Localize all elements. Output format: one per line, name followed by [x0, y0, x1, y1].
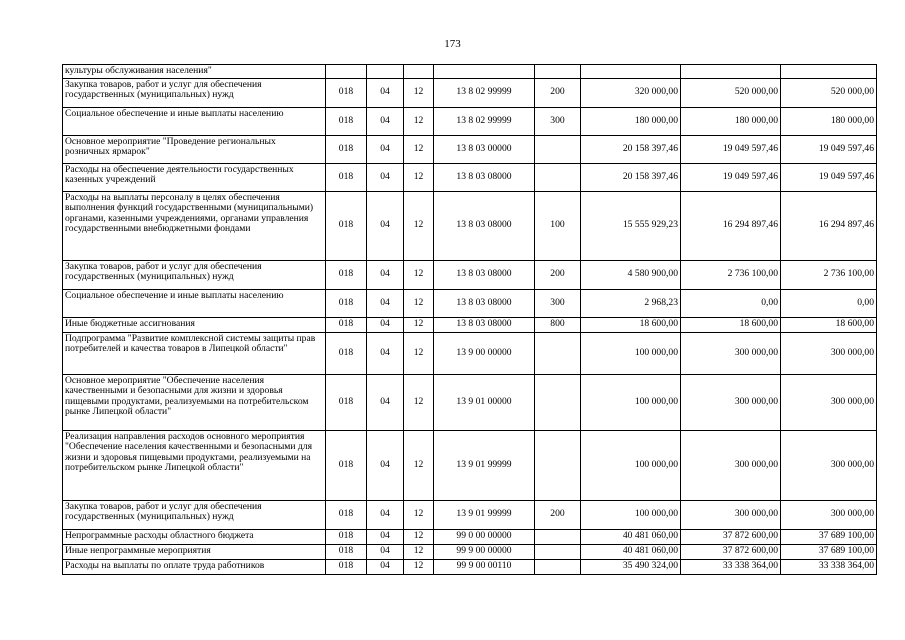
ministry-code-cell: 018: [326, 559, 367, 574]
amount-year-3-cell: 33 338 364,00: [781, 559, 877, 574]
table-row: [63, 163, 877, 191]
subsection-code-cell: 12: [404, 191, 434, 260]
target-article-cell: 13 8 03 08000: [434, 289, 535, 317]
budget-table-body: [63, 65, 877, 575]
expense-type-cell: [535, 529, 581, 544]
amount-year-1-cell: 100 000,00: [581, 374, 681, 430]
section-code-cell: 04: [367, 430, 404, 500]
amount-year-3-cell: 19 049 597,46: [781, 135, 877, 163]
amount-year-2-cell: 300 000,00: [681, 374, 781, 430]
expense-type-cell: [535, 65, 581, 79]
section-code-cell: 04: [367, 332, 404, 374]
subsection-code-cell: 12: [404, 430, 434, 500]
amount-year-2-cell: 300 000,00: [681, 500, 781, 529]
expense-type-cell: [535, 544, 581, 559]
amount-year-2-cell: 19 049 597,46: [681, 163, 781, 191]
expense-type-cell: [535, 135, 581, 163]
row-name-cell: Закупка товаров, работ и услуг для обеспечения государственных (муниципальных) нужд: [63, 260, 326, 289]
subsection-code-cell: 12: [404, 163, 434, 191]
table-row: [63, 559, 877, 574]
row-name-cell: Непрограммные расходы областного бюджета: [63, 529, 326, 544]
amount-year-3-cell: 16 294 897,46: [781, 191, 877, 260]
ministry-code-cell: 018: [326, 529, 367, 544]
row-name-cell: Иные бюджетные ассигнования: [63, 317, 326, 332]
amount-year-2-cell: 0,00: [681, 289, 781, 317]
section-code-cell: [367, 65, 404, 79]
subsection-code-cell: 12: [404, 78, 434, 107]
amount-year-3-cell: 300 000,00: [781, 500, 877, 529]
row-name-cell: Подпрограмма "Развитие комплексной системы защиты прав потребителей и качества товаров в Липецкой области": [63, 332, 326, 374]
expense-type-cell: 300: [535, 289, 581, 317]
subsection-code-cell: 12: [404, 317, 434, 332]
target-article-cell: 13 8 03 08000: [434, 163, 535, 191]
row-name-cell: Расходы на выплаты персоналу в целях обеспечения выполнения функций государственными (муниципальными) органами, казенными учреждениями, органами управления государственными внебюджетными фондами: [63, 191, 326, 260]
amount-year-1-cell: 180 000,00: [581, 107, 681, 135]
ministry-code-cell: 018: [326, 332, 367, 374]
row-name-cell: культуры обслуживания населения": [63, 65, 326, 79]
expense-type-cell: [535, 430, 581, 500]
amount-year-3-cell: 18 600,00: [781, 317, 877, 332]
amount-year-1-cell: 100 000,00: [581, 430, 681, 500]
amount-year-1-cell: 15 555 929,23: [581, 191, 681, 260]
section-code-cell: 04: [367, 529, 404, 544]
ministry-code-cell: 018: [326, 135, 367, 163]
section-code-cell: 04: [367, 317, 404, 332]
expense-type-cell: 200: [535, 260, 581, 289]
target-article-cell: 13 9 01 99999: [434, 500, 535, 529]
subsection-code-cell: [404, 65, 434, 79]
expense-type-cell: 300: [535, 107, 581, 135]
expense-type-cell: 200: [535, 78, 581, 107]
amount-year-1-cell: 4 580 900,00: [581, 260, 681, 289]
amount-year-2-cell: 37 872 600,00: [681, 544, 781, 559]
table-row: [63, 430, 877, 500]
target-article-cell: 13 8 03 08000: [434, 260, 535, 289]
target-article-cell: 13 8 03 08000: [434, 191, 535, 260]
subsection-code-cell: 12: [404, 289, 434, 317]
amount-year-2-cell: 2 736 100,00: [681, 260, 781, 289]
amount-year-2-cell: 300 000,00: [681, 332, 781, 374]
row-name-cell: Закупка товаров, работ и услуг для обеспечения государственных (муниципальных) нужд: [63, 78, 326, 107]
target-article-cell: 13 9 00 00000: [434, 332, 535, 374]
expense-type-cell: [535, 332, 581, 374]
amount-year-3-cell: 37 689 100,00: [781, 544, 877, 559]
amount-year-2-cell: 37 872 600,00: [681, 529, 781, 544]
expense-type-cell: [535, 559, 581, 574]
target-article-cell: 13 8 03 08000: [434, 317, 535, 332]
table-row: [63, 529, 877, 544]
amount-year-3-cell: 180 000,00: [781, 107, 877, 135]
target-article-cell: 99 0 00 00000: [434, 529, 535, 544]
expense-type-cell: [535, 163, 581, 191]
amount-year-1-cell: 20 158 397,46: [581, 163, 681, 191]
target-article-cell: 13 9 01 99999: [434, 430, 535, 500]
amount-year-3-cell: [781, 65, 877, 79]
row-name-cell: Закупка товаров, работ и услуг для обеспечения государственных (муниципальных) нужд: [63, 500, 326, 529]
table-row: [63, 317, 877, 332]
ministry-code-cell: 018: [326, 430, 367, 500]
subsection-code-cell: 12: [404, 374, 434, 430]
subsection-code-cell: 12: [404, 559, 434, 574]
amount-year-3-cell: 300 000,00: [781, 332, 877, 374]
section-code-cell: 04: [367, 374, 404, 430]
amount-year-3-cell: 520 000,00: [781, 78, 877, 107]
expense-type-cell: [535, 374, 581, 430]
section-code-cell: 04: [367, 289, 404, 317]
table-row: [63, 374, 877, 430]
subsection-code-cell: 12: [404, 500, 434, 529]
target-article-cell: 99 9 00 00110: [434, 559, 535, 574]
row-name-cell: Основное мероприятие "Обеспечение населения качественными и безопасными для жизни и здоровья пищевыми продуктами, реализуемыми на потребительском рынке Липецкой области": [63, 374, 326, 430]
section-code-cell: 04: [367, 500, 404, 529]
row-name-cell: Иные непрограммные мероприятия: [63, 544, 326, 559]
amount-year-1-cell: 2 968,23: [581, 289, 681, 317]
ministry-code-cell: 018: [326, 317, 367, 332]
amount-year-1-cell: 20 158 397,46: [581, 135, 681, 163]
ministry-code-cell: 018: [326, 78, 367, 107]
amount-year-1-cell: 320 000,00: [581, 78, 681, 107]
ministry-code-cell: 018: [326, 163, 367, 191]
section-code-cell: 04: [367, 163, 404, 191]
amount-year-2-cell: 33 338 364,00: [681, 559, 781, 574]
amount-year-3-cell: 300 000,00: [781, 430, 877, 500]
expense-type-cell: 800: [535, 317, 581, 332]
row-name-cell: Основное мероприятие "Проведение региональных розничных ярмарок": [63, 135, 326, 163]
ministry-code-cell: 018: [326, 500, 367, 529]
table-row: [63, 260, 877, 289]
table-row: [63, 544, 877, 559]
budget-table: [62, 64, 877, 575]
amount-year-1-cell: 40 481 060,00: [581, 544, 681, 559]
table-row: [63, 135, 877, 163]
amount-year-2-cell: 300 000,00: [681, 430, 781, 500]
subsection-code-cell: 12: [404, 135, 434, 163]
subsection-code-cell: 12: [404, 260, 434, 289]
ministry-code-cell: 018: [326, 289, 367, 317]
ministry-code-cell: 018: [326, 544, 367, 559]
amount-year-3-cell: 37 689 100,00: [781, 529, 877, 544]
expense-type-cell: 200: [535, 500, 581, 529]
table-row: [63, 332, 877, 374]
amount-year-3-cell: 19 049 597,46: [781, 163, 877, 191]
table-row: [63, 500, 877, 529]
target-article-cell: 13 9 01 00000: [434, 374, 535, 430]
amount-year-1-cell: 40 481 060,00: [581, 529, 681, 544]
amount-year-2-cell: 180 000,00: [681, 107, 781, 135]
amount-year-2-cell: 19 049 597,46: [681, 135, 781, 163]
row-name-cell: Реализация направления расходов основного мероприятия "Обеспечение населения качественными и безопасными для жизни и здоровья пищевыми продуктами, реализуемыми на потребительском рынке Липецкой области": [63, 430, 326, 500]
amount-year-3-cell: 300 000,00: [781, 374, 877, 430]
table-row: [63, 107, 877, 135]
section-code-cell: 04: [367, 135, 404, 163]
section-code-cell: 04: [367, 191, 404, 260]
target-article-cell: 13 8 02 99999: [434, 107, 535, 135]
section-code-cell: 04: [367, 559, 404, 574]
section-code-cell: 04: [367, 78, 404, 107]
amount-year-3-cell: 2 736 100,00: [781, 260, 877, 289]
table-row: [63, 191, 877, 260]
subsection-code-cell: 12: [404, 332, 434, 374]
amount-year-1-cell: 100 000,00: [581, 332, 681, 374]
table-row: [63, 289, 877, 317]
amount-year-2-cell: 16 294 897,46: [681, 191, 781, 260]
row-name-cell: Расходы на выплаты по оплате труда работников: [63, 559, 326, 574]
ministry-code-cell: 018: [326, 107, 367, 135]
amount-year-1-cell: [581, 65, 681, 79]
amount-year-3-cell: 0,00: [781, 289, 877, 317]
section-code-cell: 04: [367, 107, 404, 135]
target-article-cell: 99 9 00 00000: [434, 544, 535, 559]
page-number: 173: [444, 38, 461, 50]
ministry-code-cell: 018: [326, 191, 367, 260]
target-article-cell: 13 8 02 99999: [434, 78, 535, 107]
expense-type-cell: 100: [535, 191, 581, 260]
amount-year-1-cell: 18 600,00: [581, 317, 681, 332]
target-article-cell: 13 8 03 00000: [434, 135, 535, 163]
subsection-code-cell: 12: [404, 544, 434, 559]
row-name-cell: Социальное обеспечение и иные выплаты населению: [63, 107, 326, 135]
ministry-code-cell: 018: [326, 260, 367, 289]
subsection-code-cell: 12: [404, 107, 434, 135]
row-name-cell: Расходы на обеспечение деятельности государственных казенных учреждений: [63, 163, 326, 191]
ministry-code-cell: 018: [326, 374, 367, 430]
section-code-cell: 04: [367, 544, 404, 559]
amount-year-1-cell: 100 000,00: [581, 500, 681, 529]
section-code-cell: 04: [367, 260, 404, 289]
amount-year-1-cell: 35 490 324,00: [581, 559, 681, 574]
table-row: [63, 78, 877, 107]
amount-year-2-cell: 18 600,00: [681, 317, 781, 332]
table-row: [63, 65, 877, 79]
amount-year-2-cell: [681, 65, 781, 79]
subsection-code-cell: 12: [404, 529, 434, 544]
amount-year-2-cell: 520 000,00: [681, 78, 781, 107]
row-name-cell: Социальное обеспечение и иные выплаты населению: [63, 289, 326, 317]
ministry-code-cell: [326, 65, 367, 79]
target-article-cell: [434, 65, 535, 79]
